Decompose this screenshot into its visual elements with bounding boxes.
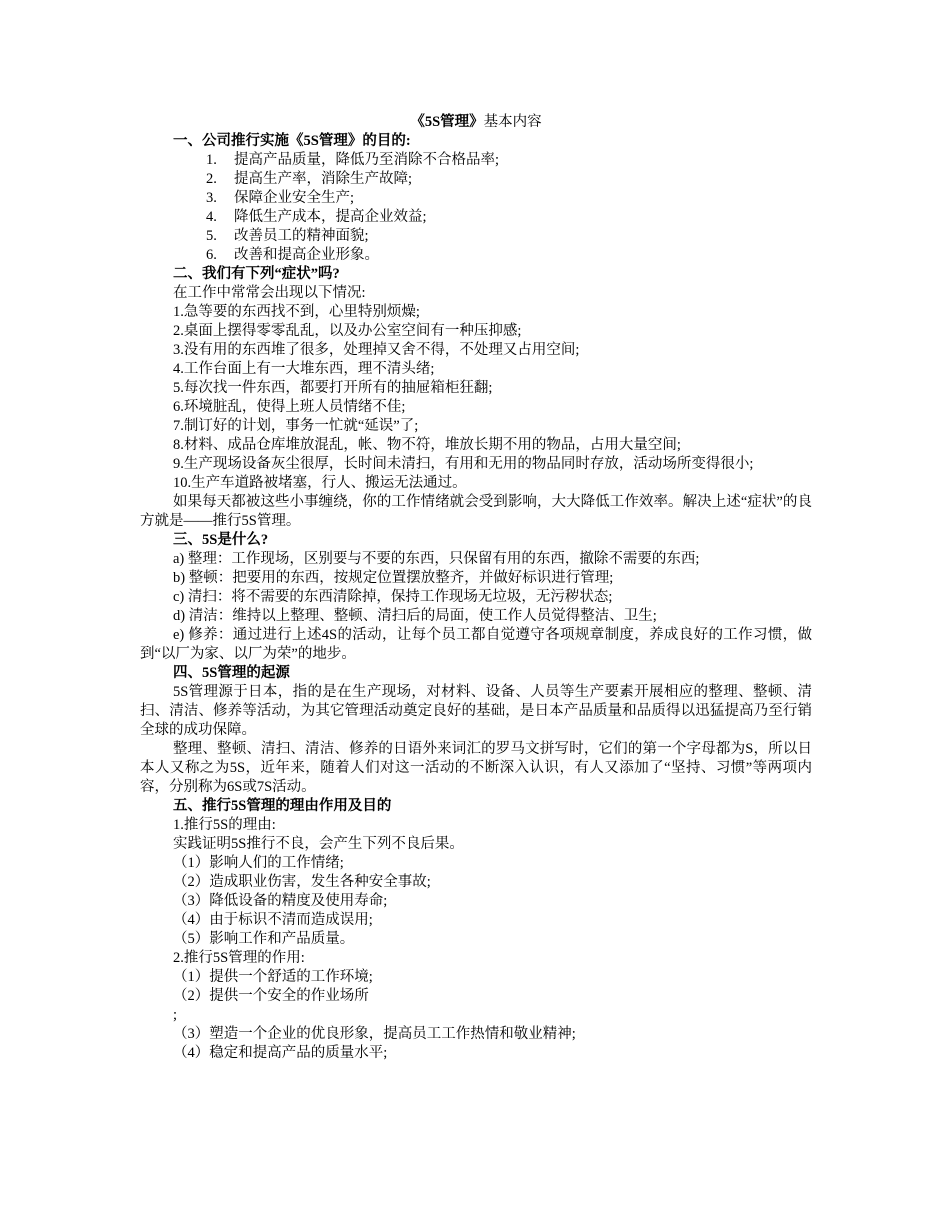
symptom-item: 4.工作台面上有一大堆东西，理不清头绪; <box>173 361 435 377</box>
function-item: （1）提供一个舒适的工作环境; <box>173 969 373 985</box>
section-heading-3: 三、5S是什么? <box>173 532 269 548</box>
section-heading-4: 四、5S管理的起源 <box>173 665 290 681</box>
goal-item <box>140 170 812 189</box>
reasons-subheading: 1.推行5S的理由: <box>173 817 276 833</box>
document-title <box>140 113 812 132</box>
functions-subheading: 2.推行5S管理的作用: <box>173 950 305 966</box>
goal-item <box>140 246 812 265</box>
goal-number: 3. <box>206 190 217 206</box>
symptom-item: 1.急等要的东西找不到，心里特别烦燥; <box>173 304 420 320</box>
function-item: （3）塑造一个企业的优良形象，提高员工工作热情和敬业精神; <box>173 1026 576 1042</box>
title-bold: 《5S管理》 <box>410 114 484 130</box>
definition-item: b) 整顿：把要用的东西，按规定位置摆放整齐，并做好标识进行管理; <box>173 570 614 586</box>
document-page <box>140 113 812 1063</box>
symptom-item: 6.环境脏乱，使得上班人员情绪不佳; <box>173 399 406 415</box>
origin-paragraph: 整理、整顿、清扫、清洁、修养的日语外来词汇的罗马文拼写时，它们的第一个字母都为S，所以日本人又称之为5S，近年来，随着人们对这一活动的不断深入认识，有人又添加了“坚持、习惯”等两项内容，分别称为6S或7S活动。 <box>140 741 812 795</box>
reason-item: （3）降低设备的精度及使用寿命; <box>173 893 388 909</box>
section-heading-1: 一、公司推行实施《5S管理》的目的: <box>173 133 411 149</box>
definition-item: c) 清扫：将不需要的东西清除掉，保持工作现场无垃圾，无污秽状态; <box>173 589 613 605</box>
function-item: （2）提供一个安全的作业场所 <box>173 988 369 1004</box>
goal-text: 改善员工的精神面貌; <box>234 228 369 244</box>
function-item: ; <box>173 1007 178 1023</box>
symptom-item: 2.桌面上摆得零零乱乱，以及办公室空间有一种压抑感; <box>173 323 522 339</box>
goal-item <box>140 227 812 246</box>
reason-item: （2）造成职业伤害，发生各种安全事故; <box>173 874 431 890</box>
goal-text: 提高生产率，消除生产故障; <box>234 171 413 187</box>
function-item: （4）稳定和提高产品的质量水平; <box>173 1045 388 1061</box>
symptom-item: 9.生产现场设备灰尘很厚，长时间未清扫，有用和无用的物品同时存放，活动场所变得很小; <box>173 456 754 472</box>
goal-number: 6. <box>206 247 217 263</box>
title-rest: 基本内容 <box>483 114 542 130</box>
symptom-item: 3.没有用的东西堆了很多，处理掉又舍不得，不处理又占用空间; <box>173 342 580 358</box>
reasons-intro: 实践证明5S推行不良，会产生下列不良后果。 <box>173 836 464 852</box>
symptoms-intro: 在工作中常常会出现以下情况: <box>173 285 366 301</box>
section-heading-2: 二、我们有下列“症状”吗? <box>173 266 340 282</box>
goal-number: 4. <box>206 209 217 225</box>
goal-item <box>140 151 812 170</box>
definition-item: d) 清洁：维持以上整理、整顿、清扫后的局面，使工作人员觉得整洁、卫生; <box>173 608 657 624</box>
goal-text: 提高产品质量，降低乃至消除不合格品率; <box>234 152 500 168</box>
symptom-item: 10.生产车道路被堵塞，行人、搬运无法通过。 <box>173 475 467 491</box>
goal-number: 5. <box>206 228 217 244</box>
reason-item: （4）由于标识不清而造成误用; <box>173 912 373 928</box>
section-heading-5: 五、推行5S管理的理由作用及目的 <box>173 798 392 814</box>
symptom-item: 5.每次找一件东西，都要打开所有的抽屉箱柜狂翻; <box>173 380 493 396</box>
goal-item <box>140 189 812 208</box>
definition-item: e) 修养：通过进行上述4S的活动，让每个员工都自觉遵守各项规章制度，养成良好的工作习惯，做到“以厂为家、以厂为荣”的地步。 <box>140 627 812 662</box>
goal-text: 保障企业安全生产; <box>234 190 355 206</box>
origin-paragraph: 5S管理源于日本，指的是在生产现场，对材料、设备、人员等生产要素开展相应的整理、整顿、清扫、清洁、修养等活动，为其它管理活动奠定良好的基础，是日本产品质量和品质得以迅猛提高乃至行销全球的成功保障。 <box>140 684 812 738</box>
goal-text: 降低生产成本，提高企业效益; <box>234 209 427 225</box>
goal-number: 1. <box>206 152 217 168</box>
definition-item: a) 整理：工作现场，区别要与不要的东西，只保留有用的东西，撤除不需要的东西; <box>173 551 700 567</box>
symptom-item: 8.材料、成品仓库堆放混乱，帐、物不符，堆放长期不用的物品，占用大量空间; <box>173 437 681 453</box>
goal-text: 改善和提高企业形象。 <box>234 247 379 263</box>
goal-item <box>140 208 812 227</box>
symptom-item: 7.制订好的计划，事务一忙就“延误”了; <box>173 418 419 434</box>
reason-item: （1）影响人们的工作情绪; <box>173 855 344 871</box>
goal-number: 2. <box>206 171 217 187</box>
goals-list <box>140 151 812 265</box>
symptoms-conclusion: 如果每天都被这些小事缠绕，你的工作情绪就会受到影响，大大降低工作效率。解决上述“症状”的良方就是——推行5S管理。 <box>140 494 812 529</box>
reason-item: （5）影响工作和产品质量。 <box>173 931 355 947</box>
